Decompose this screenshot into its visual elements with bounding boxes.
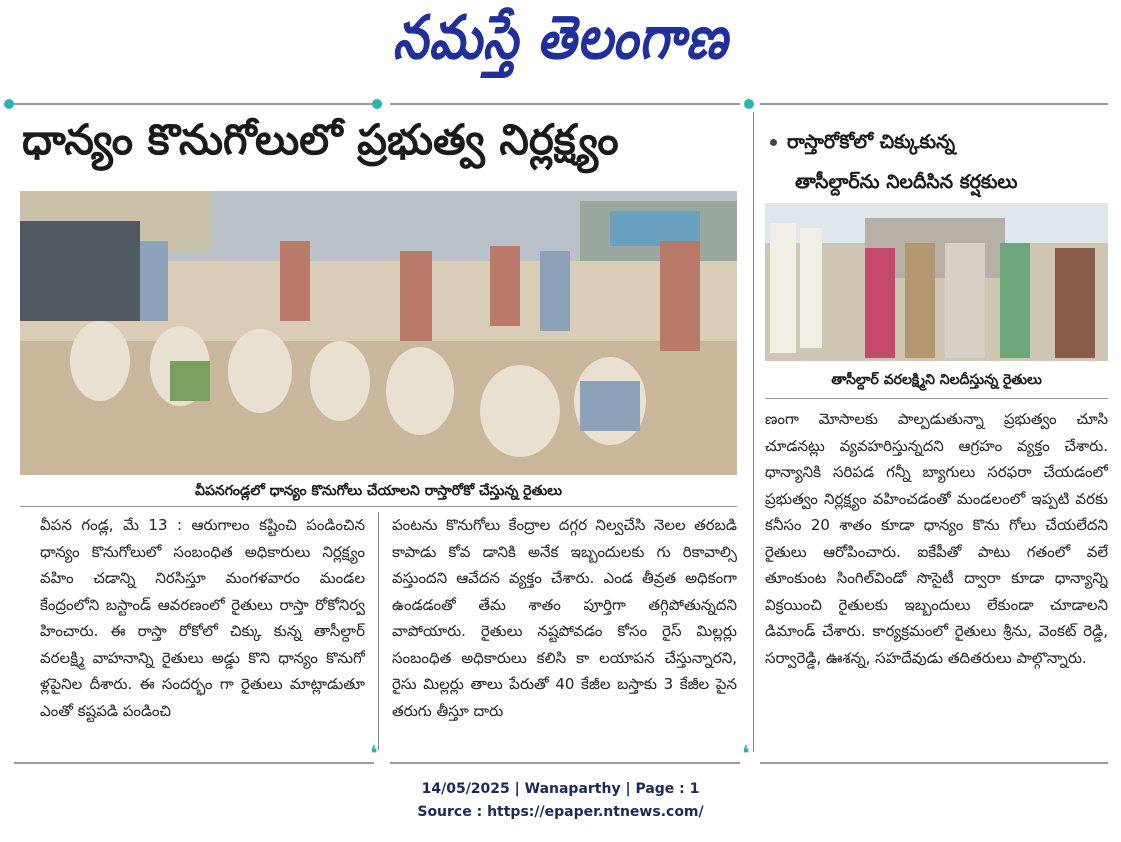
footer-date-edition: 14/05/2025 | Wanaparthy | Page : 1 bbox=[421, 781, 700, 797]
article-column-1 bbox=[40, 512, 365, 752]
top-rule-left bbox=[14, 103, 374, 105]
bottom-rule-right bbox=[760, 762, 1108, 764]
article-text: వీపన గండ్ల, మే 13 : ఆరుగాలం కష్టించి పండించిన ధాన్యం కొనుగోలులో సంబంధిత అధికారులు నిర్లక్ష్యం వహిం చడాన్ని నిరసిస్తూ మంగళవారం మండల కేంద్రంలోని బస్టాండ్ ఆవరణంలో రైతులు రాస్తా రోకోనిర్వ హించారు. ఈ రాస్తా రోకోలో చిక్కు కున్న తాసీల్దార్ వరలక్ష్మి వాహనాన్ని రైతులు అడ్డు కొని ధాన్యం కొనుగో ళ్లపైనిల దీశారు. ఈ సందర్భం గా రైతులు మాట్లాడుతూ ఎంతో కష్టపడి పండించి bbox=[40, 516, 365, 720]
column-divider bbox=[378, 512, 379, 750]
quote-ornament-icon: ❛ bbox=[742, 742, 750, 767]
sidebar-divider bbox=[753, 112, 754, 752]
article-column-3 bbox=[765, 406, 1108, 752]
sidebar-heading-line-2: తాసీల్దార్‌ను నిలదీసిన కర్షకులు bbox=[795, 171, 1018, 193]
main-photo bbox=[20, 191, 737, 475]
top-rule-right bbox=[760, 103, 1108, 105]
article-text: ణంగా మోసాలకు పాల్పడుతున్నా ప్రభుత్వం చూసి చూడనట్లు వ్యవహరిస్తున్నదని ఆగ్రహం వ్యక్తం చేశారు. ధాన్యానికి సరిపడ గన్నీ బ్యాగులు సరఫరా చేయడంలో ప్రభుత్వం నిర్లక్ష్యం వహించడంతో మండలంలో ఇప్పటి వరకు కనీసం 20 శాతం కూడా ధాన్యం కొను గోలు చేయలేదని రైతులు ఆరోపించారు. ఐకేపీతో పాటు గతంలో వలే తూంకుంట సింగిల్‌విండో సొసైటీ ద్వారా కూడా ధాన్యాన్ని విక్రయించి రైతులకు ఇబ్బందులు లేకుండా చూడాలని డిమాండ్ చేశారు. కార్యక్రమంలో రైతులు శ్రీను, వెంకట్ రెడ్డి, సర్వారెడ్డి, ఊశన్న, సహదేవుడు తదితరులు పాల్గొన్నారు. bbox=[765, 410, 1108, 667]
side-caption-rule bbox=[765, 398, 1108, 399]
side-photo bbox=[765, 203, 1108, 361]
footer-source[interactable]: Source : https://epaper.ntnews.com/ bbox=[417, 804, 704, 820]
newspaper-logo: నమస్తే తెలంగాణ bbox=[392, 2, 729, 73]
article-headline: ధాన్యం కొనుగోలులో ప్రభుత్వ నిర్లక్ష్యం bbox=[22, 115, 619, 164]
bottom-rule-middle bbox=[390, 762, 740, 764]
sidebar-heading bbox=[770, 122, 1110, 202]
top-rule-middle bbox=[390, 103, 740, 105]
side-photo-caption: తాసీల్దార్ వరలక్ష్మిని నిలదీస్తున్న రైతులు bbox=[831, 372, 1042, 388]
article-column-2 bbox=[392, 512, 737, 752]
bottom-rule-left bbox=[14, 762, 374, 764]
ornament-dot bbox=[372, 99, 382, 109]
article-text: పంటను కొనుగోలు కేంద్రాల దగ్గర నిల్వచేసి నెలల తరబడి కాపాడు కోవ డానికి అనేక ఇబ్బందులకు గు రికావాల్సి వస్తుందని ఆవేదన వ్యక్తం చేశారు. ఎండ తీవ్రత అధికంగా ఉండడంతో తేమ శాతం పూర్తిగా తగ్గిపోతున్నదని వాపోయారు. రైతులు నష్టపోవడం కోసం రైస్ మిల్లర్లు సంబంధిత అధికారులు కలిసి కా లయాపన చేస్తున్నారని, రైసు మిల్లర్లు తాలు పేరుతో 40 కేజీల బస్తాకు 3 కేజీల పైన తరుగు తీస్తూ దారు bbox=[392, 516, 737, 720]
masthead bbox=[0, 0, 1121, 90]
quote-ornament-icon: ❛ bbox=[370, 742, 378, 767]
ornament-dot bbox=[744, 99, 754, 109]
ornament-dot bbox=[4, 99, 14, 109]
sidebar-heading-line-1: రాస్తారోకోలో చిక్కుకున్న bbox=[770, 122, 1110, 162]
main-photo-caption: వీపనగండ్లలో ధాన్యం కొనుగోలు చేయాలని రాస్తారోకో చేస్తున్న రైతులు bbox=[194, 483, 562, 499]
caption-rule bbox=[20, 506, 737, 507]
bullet-icon bbox=[770, 139, 777, 146]
